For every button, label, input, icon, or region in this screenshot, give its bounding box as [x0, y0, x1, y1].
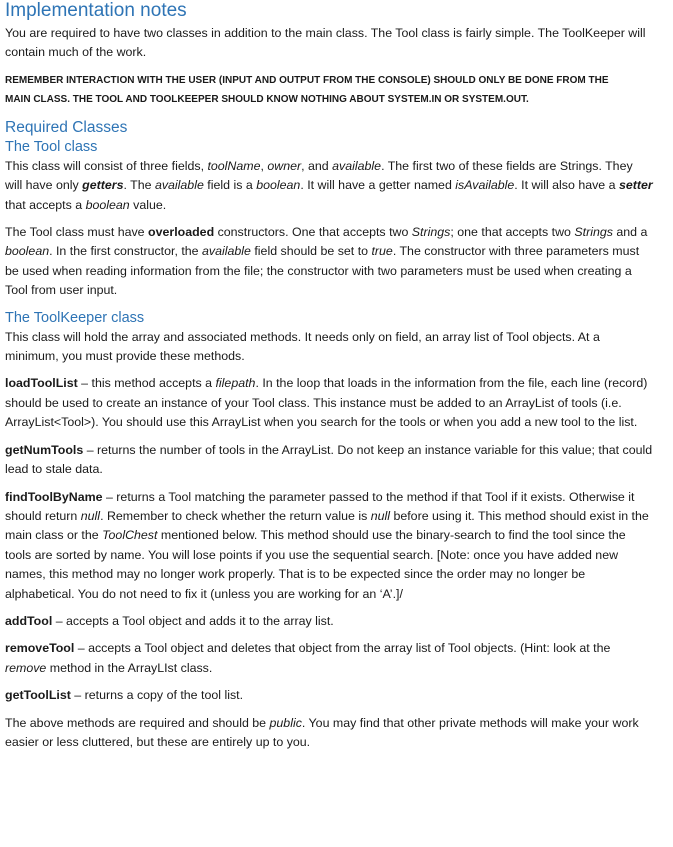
toolkeeper-paragraph-1 [5, 328, 653, 367]
tool-class-heading: The Tool class [5, 138, 98, 155]
setter-term: setter [618, 178, 653, 193]
text: , [260, 158, 268, 173]
field-available: available [332, 158, 382, 173]
method-name: findToolByName [5, 489, 103, 504]
text: constructors. One that accepts two [214, 225, 412, 240]
text: The Tool class must have [5, 225, 149, 240]
boolean-term: boolean [5, 244, 50, 259]
text: – this method accepts a [77, 376, 216, 391]
getters-term: getters [82, 178, 124, 193]
method-gettoollist [5, 686, 653, 705]
filepath-term: filepath [215, 376, 256, 391]
text: field is a [203, 178, 257, 193]
required-classes-heading: Required Classes [5, 118, 128, 136]
method-findtoolbyname [5, 488, 653, 604]
text: , and [301, 158, 333, 173]
text: value. [129, 197, 167, 212]
text: . The first two of these fields are Strings. They will have only [5, 158, 633, 193]
text: field should be set to [250, 244, 372, 259]
available-term: available [202, 244, 251, 259]
boolean-term: boolean [85, 197, 130, 212]
method-name: removeTool [5, 641, 75, 656]
toolkeeper-class-heading: The ToolKeeper class [5, 309, 145, 326]
text: . It will have a getter named [300, 178, 456, 193]
boolean-term: boolean [256, 178, 301, 193]
text: mentioned below. This method should use the binary-search to find the tool since the tools are sorted by name. You will lose points if you use the sequential search. [Note: once you have added new names, this method may no longer work properly. That is to be expected since the order may no longer be alphabetical. You do not need to fix it (unless you are working for an ‘A’.]/ [5, 528, 626, 601]
toolchest-term: ToolChest [102, 528, 158, 543]
text: This class will consist of three fields, [5, 158, 208, 173]
warning-paragraph [5, 71, 653, 110]
tool-class-paragraph-1 [5, 157, 653, 215]
method-name: addTool [5, 613, 53, 628]
text: – returns a copy of the tool list. [70, 688, 244, 703]
text: The above methods are required and should be [5, 715, 270, 730]
text: . Remember to check whether the return value is [100, 508, 371, 523]
intro-text: You are required to have two classes in addition to the main class. The Tool class is fairly simple. The ToolKeeper will contain much of the work. [5, 26, 646, 60]
text: and a [612, 225, 648, 240]
remove-term: remove [5, 660, 47, 675]
method-loadtoollist [5, 374, 653, 432]
field-available: available [154, 178, 204, 193]
closing-paragraph [5, 714, 653, 753]
text: – returns a Tool matching the parameter passed to the method if that Tool if it exists. Otherwise it should return [5, 489, 635, 523]
warning-line-2: MAIN CLASS. THE TOOL AND TOOLKEEPER SHOULD KNOW NOTHING ABOUT SYSTEM.IN OR SYSTEM.OUT. [5, 94, 529, 106]
text: . You may find that other private methods will make your work easier or less cluttered, but these are entirely up to you. [5, 715, 639, 749]
method-getnumtools [5, 441, 653, 480]
true-term: true [371, 244, 393, 259]
text: . In the first constructor, the [49, 244, 202, 259]
text: before using it. This method should exist in the main class or the [5, 508, 649, 543]
method-addtool [5, 612, 653, 631]
text: This class will hold the array and associated methods. It needs only on field, an array list of Tool objects. At a minimum, you must provide these methods. [5, 329, 600, 364]
text: – accepts a Tool object and deletes that object from the array list of Tool objects. (Hint: look at the [74, 641, 611, 656]
text: . The constructor with three parameters must be used when reading information from the file; the constructor with two parameters must be used when creating a Tool from user input. [5, 244, 640, 298]
method-name: loadToolList [5, 376, 78, 391]
strings-term: Strings [574, 225, 613, 240]
page-title: Implementation notes [5, 0, 187, 21]
method-removetool [5, 639, 653, 678]
strings-term: Strings [411, 225, 451, 240]
method-name: getNumTools [5, 442, 84, 457]
null-term: null [80, 508, 101, 523]
text: that accepts a [5, 197, 86, 212]
null-term: null [370, 508, 391, 523]
text: . The [123, 178, 155, 193]
tool-class-paragraph-2 [5, 223, 653, 301]
intro-paragraph [5, 24, 653, 63]
text: – accepts a Tool object and adds it to the array list. [52, 613, 334, 628]
isavailable-term: isAvailable [455, 178, 515, 193]
text: . In the loop that loads in the information from the file, each line (record) should be used to create an instance of your Tool class. This instance must be added to an ArrayList of tools (i.e. ArrayList<Tool>). You should use this ArrayList when you search for the tools or when you add a new tool to the list. [5, 376, 648, 430]
warning-line-1: REMEMBER INTERACTION WITH THE USER (INPUT AND OUTPUT FROM THE CONSOLE) SHOULD ONLY BE DONE FROM THE [5, 74, 609, 86]
public-term: public [269, 715, 302, 730]
text: . It will also have a [514, 178, 619, 193]
text: ; one that accepts two [450, 225, 575, 240]
text: method in the ArrayLIst class. [46, 660, 213, 675]
text: – returns the number of tools in the ArrayList. Do not keep an instance variable for this value; that could lead to stale data. [5, 442, 653, 477]
field-owner: owner [267, 158, 302, 173]
field-toolname: toolName [207, 158, 261, 173]
overloaded-term: overloaded [148, 225, 215, 240]
method-name: getToolList [5, 688, 71, 703]
